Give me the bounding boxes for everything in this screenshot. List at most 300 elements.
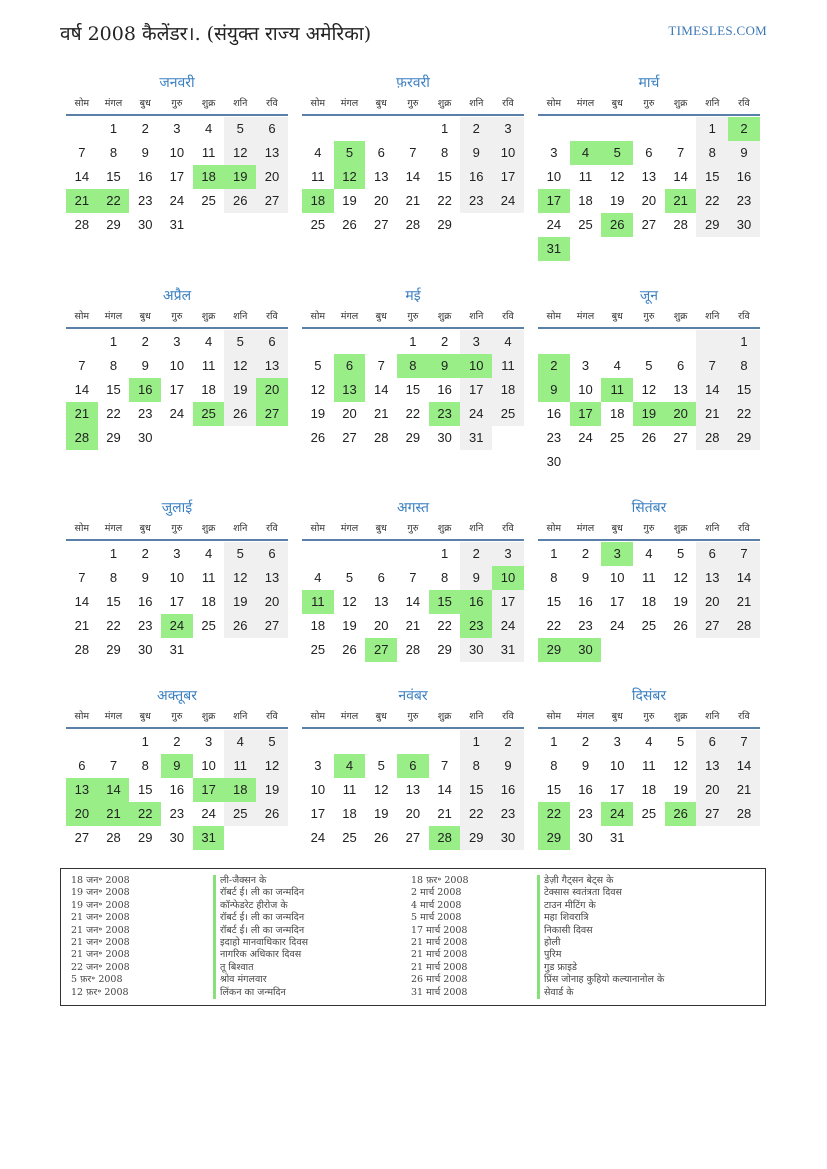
day-cell: 17 — [310, 806, 326, 821]
day-cell: 9 — [728, 141, 760, 165]
holiday-date: 21 मार्च 2008 — [411, 937, 468, 949]
day-cell: 3 — [460, 330, 492, 354]
weekday-label: रवि — [266, 311, 278, 322]
weekday-label: बुध — [375, 311, 387, 322]
empty-cell — [397, 542, 429, 566]
day-grid — [302, 542, 524, 662]
day-cell: 7 — [78, 570, 86, 585]
day-cell: 4 — [204, 334, 213, 349]
day-cell: 3 — [204, 734, 213, 749]
holiday-date: 26 मार्च 2008 — [411, 974, 468, 986]
holiday-name: महा शिवरात्रि — [537, 912, 664, 924]
site-link[interactable]: TIMESLES.COM — [668, 23, 767, 38]
day-cell: 20 — [256, 165, 288, 189]
empty-cell — [334, 730, 366, 754]
day-cell: 16 — [546, 406, 562, 421]
weekday-label: मंगल — [340, 98, 359, 109]
holiday-day: 28 — [429, 826, 461, 850]
holiday-day: 5 — [601, 141, 633, 165]
month-name: मार्च — [638, 75, 660, 91]
day-cell: 28 — [106, 830, 121, 845]
day-cell: 12 — [224, 354, 256, 378]
holiday-date: 21 जन॰ 2008 — [71, 949, 130, 961]
day-cell: 7 — [676, 145, 685, 160]
day-cell: 31 — [169, 217, 185, 232]
day-cell: 3 — [550, 145, 558, 160]
day-cell: 18 — [201, 382, 216, 397]
day-cell: 2 — [581, 734, 590, 749]
day-cell: 21 — [437, 806, 452, 821]
day-cell: 25 — [201, 618, 216, 633]
holiday-day: 16 — [460, 590, 492, 614]
day-cell: 4 — [613, 358, 621, 373]
month-name: अक्तूबर — [157, 688, 197, 704]
weekday-label: मंगल — [104, 311, 123, 322]
holiday-date: 12 फ़र॰ 2008 — [71, 986, 129, 998]
day-cell: 28 — [696, 426, 728, 450]
empty-cell — [601, 117, 633, 141]
day-cell: 27 — [256, 189, 288, 213]
day-cell: 10 — [492, 141, 524, 165]
day-cell: 11 — [201, 358, 216, 373]
holiday-names-col-2 — [537, 875, 664, 999]
day-cell: 19 — [609, 193, 625, 208]
day-cell: 3 — [613, 734, 621, 749]
weekday-label: शुक्र — [673, 523, 688, 534]
day-cell: 15 — [106, 169, 121, 184]
month-calendar — [538, 72, 760, 261]
holiday-dates-col-2 — [411, 875, 469, 999]
day-cell: 22 — [106, 618, 121, 633]
weekday-label: शनि — [705, 711, 720, 722]
day-cell: 28 — [728, 802, 760, 826]
day-cell: 10 — [169, 145, 185, 160]
weekday-label: सोम — [546, 98, 562, 109]
day-cell: 23 — [460, 189, 492, 213]
empty-cell — [601, 330, 633, 354]
day-grid — [66, 730, 288, 850]
month-calendar — [66, 497, 288, 662]
month-name: जनवरी — [159, 75, 195, 91]
day-cell: 7 — [409, 145, 417, 160]
day-cell: 17 — [169, 382, 185, 397]
month-calendar — [302, 497, 524, 662]
day-cell: 15 — [460, 778, 492, 802]
weekday-label: बुध — [611, 523, 623, 534]
day-cell: 5 — [224, 542, 256, 566]
holiday-day: 3 — [601, 542, 633, 566]
holiday-date: 19 जन॰ 2008 — [71, 899, 130, 911]
holiday-name: पुरिम — [537, 949, 664, 961]
month-name: अप्रैल — [162, 288, 192, 304]
day-cell: 8 — [141, 758, 149, 773]
empty-cell — [365, 730, 397, 754]
day-cell: 26 — [641, 430, 657, 445]
holiday-day: 17 — [538, 189, 570, 213]
day-cell: 10 — [169, 570, 185, 585]
weekday-label: सोम — [74, 98, 90, 109]
holiday-date: 4 मार्च 2008 — [411, 899, 462, 911]
day-cell: 30 — [137, 642, 153, 657]
holiday-date: 21 जन॰ 2008 — [71, 937, 130, 949]
holiday-name: सेवार्ड के — [537, 987, 664, 999]
day-cell: 13 — [256, 566, 288, 590]
day-cell: 16 — [460, 165, 492, 189]
day-cell: 2 — [460, 117, 492, 141]
day-cell: 21 — [405, 193, 421, 208]
day-cell: 25 — [492, 402, 524, 426]
day-cell: 31 — [169, 642, 185, 657]
holiday-day: 23 — [460, 614, 492, 638]
holiday-day: 13 — [334, 378, 366, 402]
holiday-day: 24 — [601, 802, 633, 826]
day-cell: 2 — [173, 734, 181, 749]
day-grid — [538, 330, 760, 474]
day-grid — [302, 730, 524, 850]
day-cell: 19 — [342, 618, 357, 633]
holiday-name: टाउन मीटिंग के — [537, 900, 664, 912]
day-cell: 17 — [492, 165, 524, 189]
day-cell: 25 — [310, 217, 326, 232]
day-cell: 23 — [137, 193, 153, 208]
day-cell: 20 — [405, 806, 421, 821]
month-name: दिसंबर — [631, 688, 667, 704]
weekday-label: बुध — [375, 523, 387, 534]
day-cell: 13 — [641, 169, 657, 184]
day-cell: 23 — [578, 618, 593, 633]
day-cell: 24 — [169, 406, 185, 421]
day-cell: 26 — [342, 642, 357, 657]
day-cell: 14 — [673, 169, 688, 184]
day-cell: 30 — [437, 430, 452, 445]
day-cell: 3 — [173, 546, 181, 561]
day-cell: 24 — [310, 830, 326, 845]
day-cell: 9 — [581, 570, 590, 585]
holiday-name: तू बिश्वात — [213, 962, 308, 974]
day-cell: 11 — [201, 145, 216, 160]
day-cell: 30 — [728, 213, 760, 237]
weekday-label: मंगल — [576, 523, 595, 534]
weekday-label: शनि — [469, 311, 484, 322]
holiday-day: 13 — [66, 778, 98, 802]
day-cell: 9 — [460, 141, 492, 165]
day-cell: 4 — [645, 546, 653, 561]
weekday-label: गुरु — [643, 523, 655, 534]
weekday-label: गुरु — [407, 311, 419, 322]
day-cell: 20 — [696, 590, 728, 614]
day-cell: 1 — [550, 734, 558, 749]
weekday-label: शुक्र — [673, 711, 688, 722]
weekday-label: शनि — [233, 311, 248, 322]
day-cell: 13 — [256, 141, 288, 165]
day-cell: 27 — [342, 430, 357, 445]
weekday-label: मंगल — [576, 311, 595, 322]
weekday-header — [538, 307, 760, 329]
day-grid — [302, 330, 524, 450]
day-cell: 21 — [74, 618, 90, 633]
holiday-day: 17 — [193, 778, 225, 802]
day-cell: 11 — [342, 782, 357, 797]
holiday-day: 22 — [538, 802, 570, 826]
day-cell: 18 — [310, 618, 326, 633]
day-cell: 16 — [137, 594, 153, 609]
day-cell: 19 — [310, 406, 326, 421]
day-cell: 31 — [492, 638, 524, 662]
weekday-label: रवि — [502, 98, 514, 109]
day-cell: 6 — [256, 542, 288, 566]
holiday-day: 15 — [429, 590, 461, 614]
day-cell: 4 — [204, 121, 213, 136]
weekday-label: शुक्र — [673, 311, 688, 322]
day-cell: 29 — [405, 430, 421, 445]
day-cell: 16 — [137, 169, 153, 184]
month-calendar — [538, 497, 760, 662]
day-cell: 16 — [578, 782, 593, 797]
day-cell: 10 — [609, 758, 625, 773]
day-cell: 18 — [201, 594, 216, 609]
day-cell: 4 — [492, 330, 524, 354]
weekday-label: गुरु — [171, 98, 183, 109]
day-cell: 22 — [106, 406, 121, 421]
holiday-date: 22 जन॰ 2008 — [71, 961, 130, 973]
month-calendar — [538, 285, 760, 474]
day-cell: 1 — [109, 546, 118, 561]
day-grid — [538, 730, 760, 850]
day-cell: 3 — [581, 358, 590, 373]
month-name: सितंबर — [631, 500, 667, 516]
month-name: फ़रवरी — [396, 75, 430, 91]
day-cell: 24 — [169, 193, 185, 208]
day-grid — [302, 117, 524, 237]
day-cell: 1 — [141, 734, 149, 749]
empty-cell — [66, 730, 98, 754]
weekday-label: शनि — [233, 711, 248, 722]
weekday-header — [66, 707, 288, 729]
day-cell: 29 — [137, 830, 153, 845]
day-cell: 19 — [673, 782, 688, 797]
day-cell: 5 — [314, 358, 322, 373]
day-cell: 20 — [641, 193, 657, 208]
day-cell: 1 — [440, 546, 449, 561]
day-cell: 21 — [728, 778, 760, 802]
holiday-date: 21 जन॰ 2008 — [71, 924, 130, 936]
day-cell: 2 — [440, 334, 449, 349]
day-cell: 19 — [342, 193, 357, 208]
day-cell: 13 — [256, 354, 288, 378]
day-cell: 17 — [492, 590, 524, 614]
day-cell: 28 — [373, 430, 389, 445]
day-cell: 14 — [728, 754, 760, 778]
day-cell: 30 — [546, 454, 562, 469]
day-cell: 10 — [201, 758, 216, 773]
day-cell: 26 — [673, 618, 688, 633]
weekday-label: रवि — [738, 311, 750, 322]
day-cell: 15 — [696, 165, 728, 189]
day-cell: 15 — [106, 382, 121, 397]
day-cell: 30 — [137, 430, 153, 445]
day-cell: 8 — [550, 758, 558, 773]
day-cell: 4 — [314, 145, 322, 160]
day-cell: 27 — [696, 614, 728, 638]
day-grid — [538, 542, 760, 662]
day-cell: 12 — [373, 782, 389, 797]
holiday-day: 30 — [570, 638, 602, 662]
holiday-day: 27 — [256, 402, 288, 426]
holiday-day: 28 — [66, 426, 98, 450]
day-cell: 12 — [673, 758, 688, 773]
day-cell: 21 — [373, 406, 389, 421]
holiday-date: 21 मार्च 2008 — [411, 961, 468, 973]
day-cell: 11 — [201, 570, 216, 585]
day-cell: 10 — [169, 358, 185, 373]
empty-cell — [397, 730, 429, 754]
weekday-label: शनि — [705, 98, 720, 109]
weekday-label: शनि — [705, 311, 720, 322]
weekday-label: सोम — [310, 98, 326, 109]
day-cell: 1 — [550, 546, 558, 561]
day-cell: 23 — [137, 618, 153, 633]
month-calendar — [66, 285, 288, 450]
holiday-dates-col-1 — [71, 875, 130, 999]
empty-cell — [633, 117, 665, 141]
weekday-label: सोम — [74, 311, 90, 322]
weekday-label: रवि — [738, 523, 750, 534]
day-cell: 17 — [609, 594, 625, 609]
holiday-day: 21 — [66, 402, 98, 426]
day-cell: 1 — [696, 117, 728, 141]
holiday-day: 4 — [334, 754, 366, 778]
holiday-day: 23 — [429, 402, 461, 426]
day-cell: 26 — [224, 189, 256, 213]
day-cell: 26 — [224, 614, 256, 638]
day-cell: 12 — [609, 169, 625, 184]
day-cell: 7 — [109, 758, 118, 773]
empty-cell — [365, 542, 397, 566]
day-cell: 8 — [440, 145, 449, 160]
holiday-day: 11 — [601, 378, 633, 402]
day-cell: 25 — [342, 830, 357, 845]
holiday-day: 20 — [256, 378, 288, 402]
day-cell: 11 — [642, 758, 656, 773]
day-cell: 2 — [492, 730, 524, 754]
day-cell: 7 — [377, 358, 385, 373]
holiday-day: 10 — [460, 354, 492, 378]
day-cell: 1 — [409, 334, 417, 349]
day-cell: 13 — [373, 169, 389, 184]
weekday-label: शुक्र — [673, 98, 688, 109]
day-cell: 14 — [373, 382, 389, 397]
day-cell: 21 — [696, 402, 728, 426]
holiday-name: निकासी दिवस — [537, 925, 664, 937]
empty-cell — [334, 330, 366, 354]
holiday-day: 18 — [193, 165, 225, 189]
holiday-name: लिंकन का जन्मदिन — [213, 987, 308, 999]
day-cell: 14 — [728, 566, 760, 590]
weekday-label: गुरु — [407, 711, 419, 722]
day-cell: 16 — [492, 778, 524, 802]
weekday-label: बुध — [139, 711, 151, 722]
day-cell: 24 — [609, 618, 625, 633]
weekday-label: रवि — [502, 523, 514, 534]
holiday-date: 2 मार्च 2008 — [411, 887, 462, 899]
day-cell: 26 — [256, 802, 288, 826]
day-cell: 16 — [437, 382, 452, 397]
day-cell: 29 — [106, 430, 121, 445]
day-cell: 30 — [169, 830, 185, 845]
day-cell: 30 — [578, 830, 593, 845]
day-cell: 27 — [373, 217, 389, 232]
day-grid — [66, 117, 288, 237]
holiday-day: 20 — [66, 802, 98, 826]
day-cell: 8 — [109, 358, 118, 373]
weekday-label: शुक्र — [201, 523, 216, 534]
weekday-label: सोम — [74, 523, 90, 534]
weekday-label: शुक्र — [201, 711, 216, 722]
holiday-day: 21 — [665, 189, 697, 213]
day-cell: 6 — [256, 117, 288, 141]
day-cell: 24 — [492, 189, 524, 213]
weekday-label: गुरु — [407, 523, 419, 534]
day-cell: 3 — [492, 117, 524, 141]
day-grid — [538, 117, 760, 261]
day-cell: 20 — [256, 590, 288, 614]
weekday-header — [538, 707, 760, 729]
weekday-label: शनि — [469, 98, 484, 109]
weekday-label: सोम — [310, 311, 326, 322]
day-cell: 29 — [728, 426, 760, 450]
weekday-label: रवि — [266, 523, 278, 534]
day-cell: 22 — [437, 193, 452, 208]
day-cell: 11 — [224, 754, 256, 778]
weekday-label: गुरु — [407, 98, 419, 109]
day-cell: 8 — [696, 141, 728, 165]
day-grid — [66, 330, 288, 450]
day-cell: 6 — [377, 570, 385, 585]
weekday-header — [538, 519, 760, 541]
day-cell: 26 — [310, 430, 326, 445]
weekday-label: बुध — [139, 311, 151, 322]
empty-cell — [334, 542, 366, 566]
day-cell: 27 — [641, 217, 657, 232]
day-cell: 5 — [224, 330, 256, 354]
day-cell: 28 — [74, 217, 90, 232]
day-cell: 25 — [641, 618, 657, 633]
day-cell: 9 — [581, 758, 590, 773]
day-cell: 17 — [169, 169, 185, 184]
holiday-day: 2 — [728, 117, 760, 141]
holiday-day: 8 — [397, 354, 429, 378]
day-cell: 14 — [74, 169, 90, 184]
day-cell: 28 — [405, 642, 421, 657]
weekday-header — [538, 94, 760, 116]
day-cell: 7 — [409, 570, 417, 585]
day-cell: 18 — [609, 406, 625, 421]
day-cell: 2 — [141, 546, 149, 561]
weekday-label: रवि — [738, 98, 750, 109]
month-calendar — [302, 685, 524, 850]
day-cell: 27 — [405, 830, 421, 845]
day-cell: 4 — [314, 570, 322, 585]
weekday-header — [302, 94, 524, 116]
day-cell: 27 — [74, 830, 90, 845]
holiday-day: 31 — [193, 826, 225, 850]
day-cell: 28 — [74, 642, 90, 657]
weekday-label: मंगल — [104, 98, 123, 109]
empty-cell — [302, 730, 334, 754]
day-cell: 29 — [696, 213, 728, 237]
day-cell: 22 — [460, 802, 492, 826]
holiday-day: 2 — [538, 354, 570, 378]
